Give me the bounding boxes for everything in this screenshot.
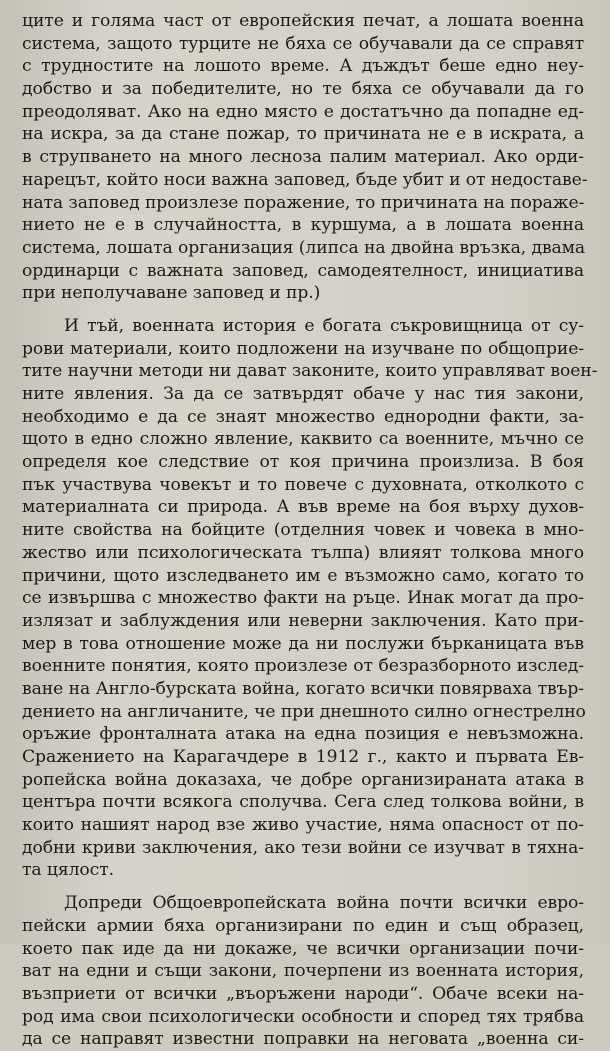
- text-line: в струпването на много лесноза палим материал. Ако орди-: [22, 147, 584, 168]
- text-line: ропейска война доказаха, че добре организираната атака в: [22, 769, 584, 790]
- text-line: оръжие фронталната атака на една позиция е невъзможна.: [22, 724, 584, 745]
- text-line: тите научни методи ни дават законите, които управляват воен-: [22, 361, 598, 382]
- text-line: да се направят известни поправки на неговата „военна си-: [22, 1029, 584, 1050]
- text-line: ординарци с важната заповед, самодеятелност, инициатива: [22, 260, 584, 281]
- text-line: възприети от всички „въоръжени народи“. Обаче всеки на-: [22, 983, 584, 1004]
- text-line: при неполучаване заповед и пр.): [22, 283, 321, 304]
- text-line: ване на Англо-бурската война, когато всички повярваха твър-: [22, 678, 584, 699]
- text-line: нието не е в случайността, в куршума, а в лошата военна: [22, 215, 584, 236]
- text-line: добни криви заключения, ако тези войни се изучват в тяхна-: [22, 837, 584, 858]
- text-line: дението на англичаните, че при днешното силно огнестрелно: [22, 701, 586, 722]
- text-line: ните явления. За да се затвърдят обаче у нас тия закони,: [22, 384, 584, 404]
- text-line: преодоляват. Ако на едно място е достатъчно да попадне ед-: [22, 101, 584, 122]
- text-line: ват на едни и същи закони, почерпени из военната история,: [22, 961, 584, 982]
- text-line: ната заповед произлезе поражение, то причината на пораже-: [22, 192, 585, 213]
- text-line: жество или психологическата тълпа) влияят толкова много: [22, 542, 584, 563]
- text-line: военните понятия, която произлезе от безразборното изслед-: [22, 656, 584, 677]
- text-line: мер в това отношение може да ни послужи бърканицата във: [22, 633, 584, 654]
- text-line: ците и голяма част от европейския печат, а лошата военна: [22, 11, 584, 31]
- text-line: необходимо е да се знаят множество еднородни факти, за-: [22, 406, 584, 427]
- text-line: добство и за победителите, но те бяха се обучавали да го: [22, 79, 584, 100]
- paragraph-p3: [22, 892, 584, 1051]
- text-line: се извършва с множество факти на ръце. Инак могат да про-: [22, 588, 584, 609]
- text-line: пък участвува човекът и то повече с духовната, отколкото с: [22, 474, 584, 495]
- text-line: материалната си природа. А във време на боя върху духов-: [22, 497, 584, 518]
- text-line: система, лошата организация (липса на двойна връзка, двама: [22, 237, 586, 258]
- text-line: причини, щото изследването им е възможно само, когато то: [22, 565, 584, 586]
- text-line: които нашият народ взе живо участие, няма опасност от по-: [22, 815, 584, 836]
- text-line: система, защото турците не бяха се обучавали да се справят: [22, 33, 584, 54]
- text-line: род има свои психологически особности и според тях трябва: [22, 1006, 584, 1027]
- text-line: нарецът, който носи важна заповед, бъде убит и от недоставе-: [22, 169, 588, 190]
- text-line: центъра почти всякога сполучва. Сега след толкова войни, в: [22, 792, 584, 813]
- text-line: излязат и заблуждения или неверни заключения. Като при-: [22, 610, 584, 631]
- text-line: та цялост.: [22, 860, 114, 881]
- text-line: рови материали, които подложени на изучване по общоприе-: [22, 338, 584, 359]
- text-line: Допреди Общоевропейската война почти всички евро-: [64, 893, 584, 914]
- paragraph-p2: [22, 315, 598, 882]
- text-line: на искра, за да стане пожар, то причината не е в искрата, а: [22, 124, 584, 145]
- text-line: И тъй, военната история е богата съкровищница от су-: [64, 315, 584, 336]
- text-line: пейски армии бяха организирани по един и същ образец,: [22, 915, 584, 936]
- text-line: определя кое следствие от коя причина произлиза. В боя: [22, 452, 584, 473]
- text-line: с трудностите на лошото време. А дъждът беше едно неу-: [22, 56, 584, 77]
- text-line: щото в едно сложно явление, каквито са военните, мъчно се: [22, 429, 584, 450]
- text-line: Сражението на Карагачдере в 1912 г., както и първата Ев-: [22, 747, 584, 767]
- text-line: ните свойства на бойците (отделния човек и човека в мно-: [22, 520, 584, 541]
- paragraph-p1: [22, 10, 588, 305]
- text-line: което пак иде да ни докаже, че всички организации почи-: [22, 938, 584, 959]
